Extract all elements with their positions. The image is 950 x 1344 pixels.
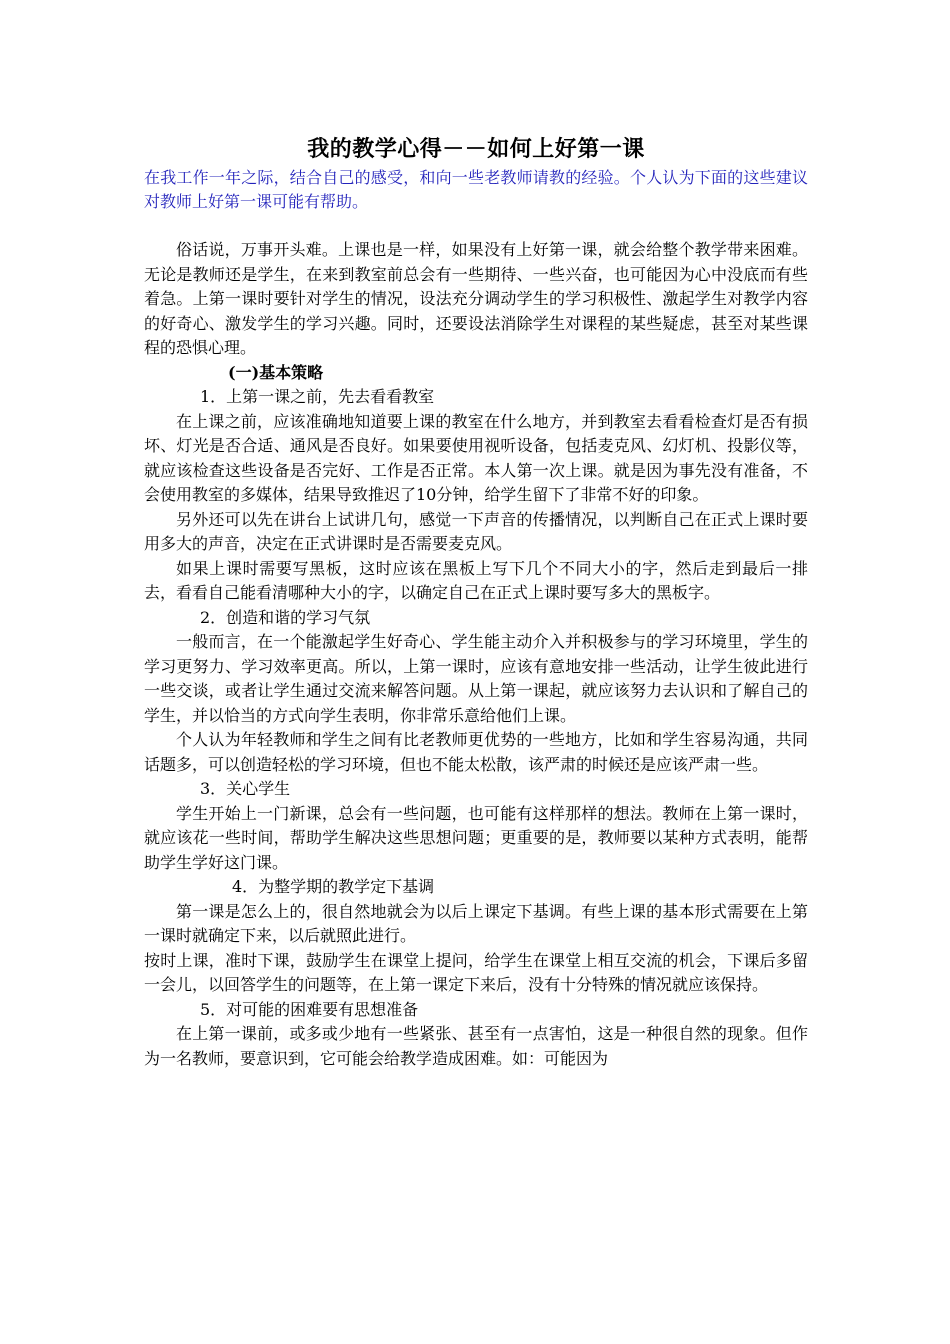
item4-paragraph-b: 按时上课，准时下课，鼓励学生在课堂上提问，给学生在课堂上相互交流的机会，下课后多留一会儿，以回答学生的问题等，在上第一课定下来后，没有十分特殊的情况就应该保持。 <box>144 950 808 994</box>
item3-paragraph-a: 学生开始上一门新课，总会有一些问题，也可能有这样那样的想法。教师在上第一课时，就应该花一些时间，帮助学生解决这些思想问题；更重要的是，教师要以某种方式表明，能帮助学生学好这门课。 <box>144 803 808 872</box>
item1-paragraph-a: 在上课之前，应该准确地知道要上课的教室在什么地方，并到教室去看看检查灯是否有损坏、灯光是否合适、通风是否良好。如果要使用视听设备，包括麦克风、幻灯机、投影仪等，就应该检查这些设备是否完好、工作是否正常。本人第一次上课。就是因为事先没有准备，不会使用教室的多媒体，结果导致推迟了10分钟，给学生留下了非常不好的印象。 <box>144 411 808 504</box>
intro-paragraph: 在我工作一年之际，结合自己的感受，和向一些老教师请教的经验。个人认为下面的这些建议对教师上好第一课可能有帮助。 <box>144 168 808 211</box>
item-heading-1: 1．上第一课之前，先去看看教室 <box>200 387 435 406</box>
item2-paragraph-b: 个人认为年轻教师和学生之间有比老教师更优势的一些地方，比如和学生容易沟通，共同话题多，可以创造轻松的学习环境，但也不能太松散，该严肃的时候还是应该严肃一些。 <box>144 730 808 774</box>
document-title: 我的教学心得－－如何上好第一课 <box>307 136 645 162</box>
item-heading-3: 3．关心学生 <box>200 779 291 798</box>
item1-paragraph-b: 另外还可以先在讲台上试讲几句，感觉一下声音的传播情况，以判断自己在正式上课时要用多大的声音，决定在正式讲课时是否需要麦克风。 <box>144 509 808 553</box>
document-page <box>144 128 808 1071</box>
item-heading-4: 4．为整学期的教学定下基调 <box>232 877 435 896</box>
item-heading-2: 2．创造和谐的学习气氛 <box>200 607 371 627</box>
item-heading-5: 5．对可能的困难要有思想准备 <box>200 999 419 1019</box>
item4-paragraph-a: 第一课是怎么上的，很自然地就会为以后上课定下基调。有些上课的基本形式需要在上第一课时就确定下来，以后就照此进行。 <box>144 901 808 945</box>
item5-paragraph-a: 在上第一课前，或多或少地有一些紧张、甚至有一点害怕，这是一种很自然的现象。但作为一名教师，要意识到，它可能会给教学造成困难。如：可能因为 <box>144 1024 808 1068</box>
section-heading-basic-strategy: (一)基本策略 <box>228 362 324 382</box>
opening-paragraph: 俗话说，万事开头难。上课也是一样，如果没有上好第一课，就会给整个教学带来困难。无论是教师还是学生，在来到教室前总会有一些期待、一些兴奋，也可能因为心中没底而有些着急。上第一课时要针对学生的情况，设法充分调动学生的学习积极性、激起学生对教学内容的好奇心、激发学生的学习兴趣。同时，还要设法消除学生对课程的某些疑虑，甚至对某些课程的恐惧心理。 <box>144 240 808 357</box>
item2-paragraph-a: 一般而言，在一个能激起学生好奇心、学生能主动介入并积极参与的学习环境里，学生的学习更努力、学习效率更高。所以，上第一课时，应该有意地安排一些活动，让学生彼此进行一些交谈，或者让学生通过交流来解答问题。从上第一课起，就应该努力去认识和了解自己的学生，并以恰当的方式向学生表明，你非常乐意给他们上课。 <box>144 632 808 725</box>
item1-paragraph-c: 如果上课时需要写黑板，这时应该在黑板上写下几个不同大小的字，然后走到最后一排去，看看自己能看清哪种大小的字，以确定自己在正式上课时要写多大的黑板字。 <box>144 558 808 602</box>
